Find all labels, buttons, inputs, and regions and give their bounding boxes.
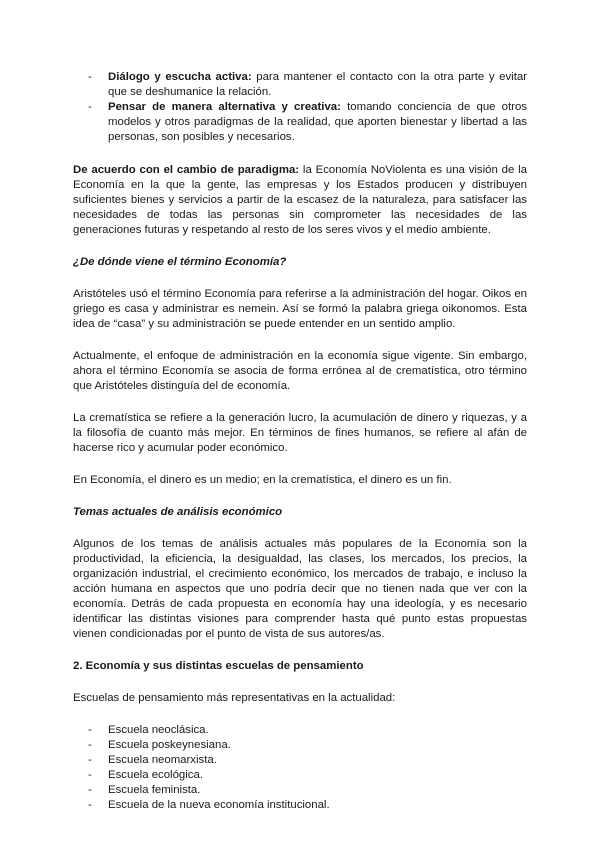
school-name: Escuela ecológica.: [108, 769, 203, 781]
schools-list: [73, 723, 527, 813]
section-heading-origin: ¿De dónde viene el término Economía?: [73, 256, 287, 268]
list-item: [73, 723, 527, 738]
list-item: [73, 100, 527, 145]
list-item: [73, 798, 527, 813]
item-text: tomando conciencia de que otros modelos y otros paradigmas de la realidad, que aporten bienestar y libertad a las personas, son posibles y necesarios.: [108, 101, 527, 143]
section-heading-topics: Temas actuales de análisis económico: [73, 506, 283, 518]
school-name: Escuela de la nueva economía institucional.: [108, 799, 330, 811]
bullet-dash: -: [88, 754, 92, 766]
principles-list: [73, 70, 527, 145]
bullet-dash: -: [88, 799, 92, 811]
paragraph: Escuelas de pensamiento más representativas en la actualidad:: [73, 692, 396, 704]
document-content: [73, 70, 527, 813]
list-item: [73, 768, 527, 783]
bullet-dash: -: [88, 784, 92, 796]
list-item: [73, 738, 527, 753]
school-name: Escuela neomarxista.: [108, 754, 217, 766]
list-item: [73, 783, 527, 798]
paragraph: En Economía, el dinero es un medio; en la crematística, el dinero es un fin.: [73, 474, 452, 486]
bullet-dash: -: [88, 769, 92, 781]
paragraph: La crematística se refiere a la generación lucro, la acumulación de dinero y riquezas, y a la filosofía de cuanto más mejor. En términos de fines humanos, se refiere al afán de hacerse rico y acumular poder económico.: [73, 412, 527, 454]
list-item: [73, 753, 527, 768]
paradigm-paragraph: [73, 163, 527, 238]
section-heading-schools: 2. Economía y sus distintas escuelas de pensamiento: [73, 660, 364, 672]
paradigm-text: la Economía NoViolenta es una visión de la Economía en la que la gente, las empresas y los Estados producen y distribuyen suficientes bienes y servicios a partir de la escasez de la naturaleza, para satisfacer las necesidades de todas las personas sin comprometer las necesidades de las generaciones futuras y respetando al resto de los seres vivos y el medio ambiente.: [73, 164, 527, 236]
paragraph: Actualmente, el enfoque de administración en la economía sigue vigente. Sin embargo, ahora el término Economía se asocia de forma errónea al de crematística, otro término que Aristóteles distinguía del de economía.: [73, 350, 527, 392]
school-name: Escuela neoclásica.: [108, 724, 209, 736]
item-text: para mantener el contacto con la otra parte y evitar que se deshumanice la relación.: [108, 71, 527, 98]
item-label: Diálogo y escucha activa:: [108, 71, 252, 83]
school-name: Escuela feminista.: [108, 784, 201, 796]
paragraph: Algunos de los temas de análisis actuales más populares de la Economía son la productividad, la eficiencia, la desigualdad, las clases, los mercados, los precios, la organización industrial, el crecimiento económico, los mercados de trabajo, e incluso la acción humana en aspectos que uno podría decir que no tienen nada que ver con la economía. Detrás de cada propuesta en economía hay una ideología, y es necesario identificar las distintas visiones para comprender hasta qué punto estas propuestas vienen condicionadas por el punto de vista de sus autores/as.: [73, 538, 527, 640]
bullet-dash: -: [88, 739, 92, 751]
paragraph: Aristóteles usó el término Economía para referirse a la administración del hogar. Oikos en griego es casa y administrar es nemein. Así se formó la palabra griega oikonomos. Esta idea de “casa” y su administración se puede entender en un sentido amplio.: [73, 288, 527, 330]
list-item: [73, 70, 527, 100]
bullet-dash: -: [88, 724, 92, 736]
bullet-dash: -: [88, 101, 92, 113]
school-name: Escuela poskeynesiana.: [108, 739, 231, 751]
item-label: Pensar de manera alternativa y creativa:: [108, 101, 341, 113]
paradigm-label: De acuerdo con el cambio de paradigma:: [73, 164, 300, 176]
bullet-dash: -: [88, 71, 92, 83]
